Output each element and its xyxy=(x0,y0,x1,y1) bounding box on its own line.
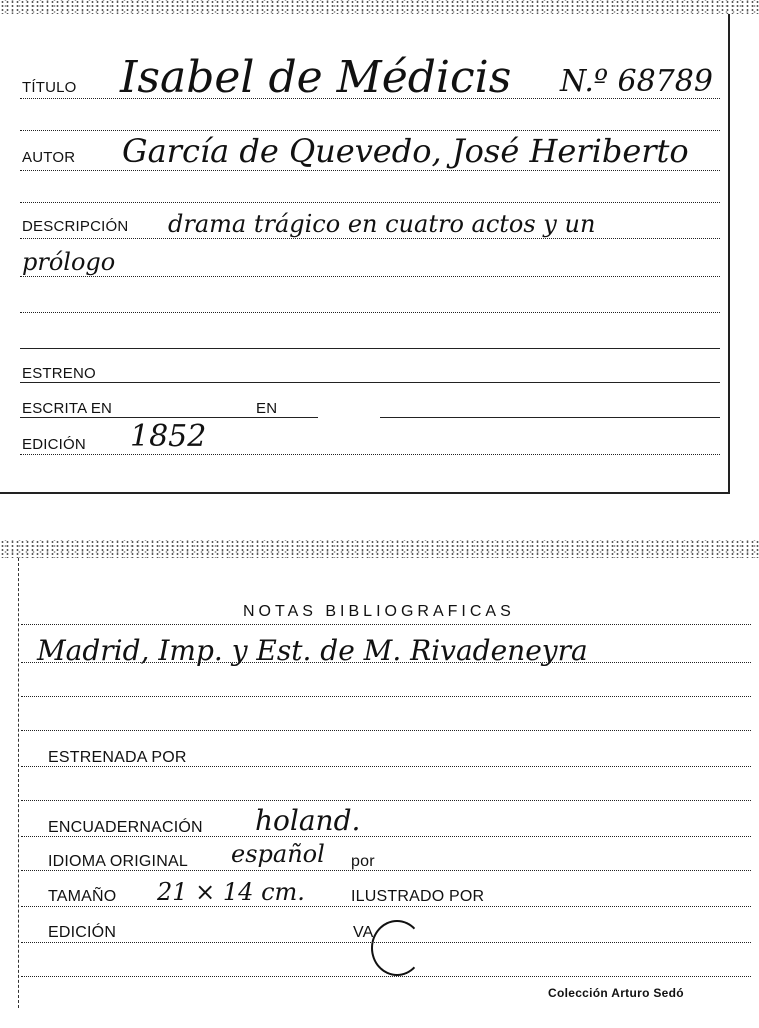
en-label: EN xyxy=(256,400,278,417)
escrita-label: ESCRITA EN xyxy=(22,400,113,417)
notes-line1: Madrid, Imp. y Est. de M. Rivadeneyra xyxy=(37,634,588,667)
edicion-label-bottom: EDICIÓN xyxy=(48,924,117,941)
notes-title: NOTAS BIBLIOGRAFICAS xyxy=(243,603,515,620)
catalog-card-front xyxy=(0,14,730,494)
edicion-rule xyxy=(20,454,720,455)
blank-rule xyxy=(20,276,720,277)
edicion-label: EDICIÓN xyxy=(22,436,86,453)
collection-credit: Colección Arturo Sedó xyxy=(548,986,684,1000)
escrita-rule xyxy=(20,417,318,418)
ink-smudge-icon xyxy=(371,920,423,976)
descripcion-line2: prólogo xyxy=(22,248,116,276)
blank-rule xyxy=(20,348,720,349)
blank-rule xyxy=(20,130,720,131)
autor-rule xyxy=(20,170,720,171)
descripcion-line1: drama trágico en cuatro actos y un xyxy=(168,210,596,238)
encuadernacion-value: holand. xyxy=(255,804,361,837)
torn-edge-middle xyxy=(0,540,759,558)
titulo-rule xyxy=(20,98,720,99)
descripcion-label: DESCRIPCIÓN xyxy=(22,218,129,235)
estreno-rule xyxy=(20,382,720,383)
notes-rule xyxy=(21,696,751,697)
autor-label: AUTOR xyxy=(22,149,76,166)
encuadernacion-label: ENCUADERNACIÓN xyxy=(48,819,203,836)
va-label: VA xyxy=(353,924,374,941)
blank-rule xyxy=(20,312,720,313)
blank-rule xyxy=(21,976,751,977)
en-rule xyxy=(380,417,720,418)
estreno-label: ESTRENO xyxy=(22,365,96,382)
notes-rule xyxy=(21,662,751,663)
notes-rule xyxy=(21,624,751,625)
catalog-number: N.º 68789 xyxy=(560,64,713,99)
catalog-card-back xyxy=(18,558,759,1008)
titulo-value: Isabel de Médicis xyxy=(120,52,512,103)
idioma-value: español xyxy=(231,840,325,868)
edicion-value: 1852 xyxy=(130,419,207,454)
tamano-label: TAMAÑO xyxy=(48,888,117,905)
estrenada-rule xyxy=(21,766,751,767)
edicion-rule-bottom xyxy=(21,942,751,943)
tamano-value: 21 × 14 cm. xyxy=(157,878,305,906)
tamano-rule xyxy=(21,906,751,907)
idioma-label: IDIOMA ORIGINAL xyxy=(48,853,188,870)
idioma-rule xyxy=(21,870,751,871)
autor-value: García de Quevedo, José Heriberto xyxy=(122,132,689,170)
titulo-label: TÍTULO xyxy=(22,79,77,96)
blank-rule xyxy=(20,202,720,203)
blank-rule xyxy=(21,800,751,801)
notes-rule xyxy=(21,730,751,731)
ilustrado-label: ILUSTRADO POR xyxy=(351,888,485,905)
descripcion-rule xyxy=(20,238,720,239)
por-label: por xyxy=(351,853,375,870)
torn-edge-top xyxy=(0,0,759,14)
encuadernacion-rule xyxy=(21,836,751,837)
estrenada-label: ESTRENADA POR xyxy=(48,749,187,766)
